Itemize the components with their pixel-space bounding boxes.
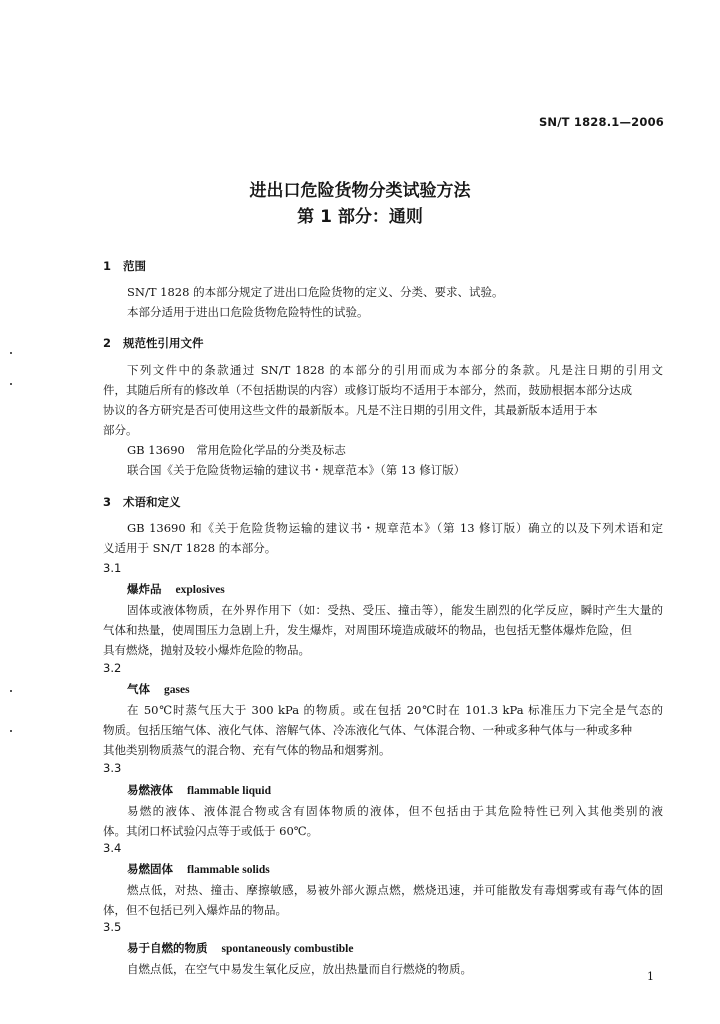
term-en: gases <box>164 684 190 696</box>
paragraph-line: 下列文件中的条款通过 SN/T 1828 的本部分的引用而成为本部分的条款。凡是注日期的引用文 <box>127 363 663 377</box>
paragraph-line: 部分。 <box>103 423 138 437</box>
page-number: 1 <box>647 970 654 983</box>
definition-line: 体，但不包括已列入爆炸品的物品。 <box>103 903 287 917</box>
section-title: 规范性引用文件 <box>123 336 204 350</box>
paragraph: SN/T 1828 的本部分规定了进出口危险货物的定义、分类、要求、试验。 <box>127 285 504 299</box>
scan-speck <box>10 730 12 732</box>
term-en: flammable liquid <box>187 785 272 797</box>
paragraph-line: 件，其随后所有的修改单（不包括勘误的内容）或修订版均不适用于本部分，然而，鼓励根据本部分达成 <box>103 383 632 397</box>
clause-number: 3.2 <box>103 661 122 675</box>
clause-number: 3.5 <box>103 920 122 934</box>
term-zh: 易燃固体 <box>127 862 173 876</box>
term-zh: 爆炸品 <box>127 582 162 596</box>
clause-number: 3.4 <box>103 841 122 855</box>
scan-speck <box>10 690 12 692</box>
term-zh: 气体 <box>127 682 150 696</box>
paragraph-line: 协议的各方研究是否可使用这些文件的最新版本。凡是不注日期的引用文件，其最新版本适用于本 <box>103 403 598 417</box>
scan-speck <box>10 383 12 385</box>
clause-number: 3.3 <box>103 761 122 775</box>
term-heading <box>127 581 225 597</box>
clause-number: 3.1 <box>103 561 122 575</box>
definition-line: 易燃的液体、液体混合物或含有固体物质的液体，但不包括由于其危险特性已列入其他类别的液 <box>127 804 663 818</box>
section-number: 2 <box>103 336 112 350</box>
normative-reference: 联合国《关于危险货物运输的建议书・规章范本》（第 13 修订版） <box>127 463 466 477</box>
term-heading <box>127 940 353 956</box>
definition-line: 气体和热量，使周围压力急剧上升，发生爆炸，对周围环境造成破坏的物品，也包括无整体爆炸危险，但 <box>103 623 632 637</box>
definition-line: 物质。包括压缩气体、液化气体、溶解气体、冷冻液化气体、气体混合物、一种或多种气体与一种或多种 <box>103 723 632 737</box>
term-en: flammable solids <box>187 864 270 876</box>
definition-line: 具有燃烧，抛射及较小爆炸危险的物品。 <box>103 643 310 657</box>
term-zh: 易燃液体 <box>127 783 173 797</box>
term-heading <box>127 782 271 798</box>
document-title: 进出口危险货物分类试验方法 <box>249 181 471 201</box>
paragraph: 本部分适用于进出口危险货物危险特性的试验。 <box>127 305 369 319</box>
section-title: 术语和定义 <box>123 495 181 509</box>
term-heading <box>127 861 270 877</box>
section-number: 3 <box>103 495 112 509</box>
paragraph-line: 义适用于 SN/T 1828 的本部分。 <box>103 541 277 555</box>
section-heading-3 <box>103 494 181 510</box>
scan-speck <box>10 352 12 354</box>
normative-reference: GB 13690 常用危险化学品的分类及标志 <box>127 443 346 457</box>
section-title: 范围 <box>123 259 146 273</box>
section-heading-2 <box>103 335 204 351</box>
standard-number: SN/T 1828.1—2006 <box>538 115 664 129</box>
definition-line: 其他类别物质蒸气的混合物、充有气体的物品和烟雾剂。 <box>103 743 391 757</box>
definition-line: 体。其闭口杯试验闪点等于或低于 60℃。 <box>103 824 319 838</box>
section-number: 1 <box>103 259 112 273</box>
term-heading <box>127 681 190 697</box>
definition-line: 在 50℃时蒸气压大于 300 kPa 的物质。或在包括 20℃时在 101.3 kPa 标准压力下完全是气态的 <box>127 703 663 717</box>
document-subtitle: 第 1 部分：通则 <box>297 207 423 227</box>
term-zh: 易于自燃的物质 <box>127 941 208 955</box>
definition-line: 燃点低，对热、撞击、摩擦敏感，易被外部火源点燃，燃烧迅速，并可能散发有毒烟雾或有毒气体的固 <box>127 883 663 897</box>
term-en: explosives <box>175 584 225 596</box>
section-heading-1 <box>103 258 146 274</box>
term-en: spontaneously combustible <box>221 943 354 955</box>
definition-line: 自燃点低，在空气中易发生氧化反应，放出热量而自行燃烧的物质。 <box>127 962 472 976</box>
paragraph-line: GB 13690 和《关于危险货物运输的建议书・规章范本》（第 13 修订版）确立的以及下列术语和定 <box>127 521 663 535</box>
definition-line: 固体或液体物质，在外界作用下（如：受热、受压、撞击等），能发生剧烈的化学反应，瞬时产生大量的 <box>127 603 663 617</box>
